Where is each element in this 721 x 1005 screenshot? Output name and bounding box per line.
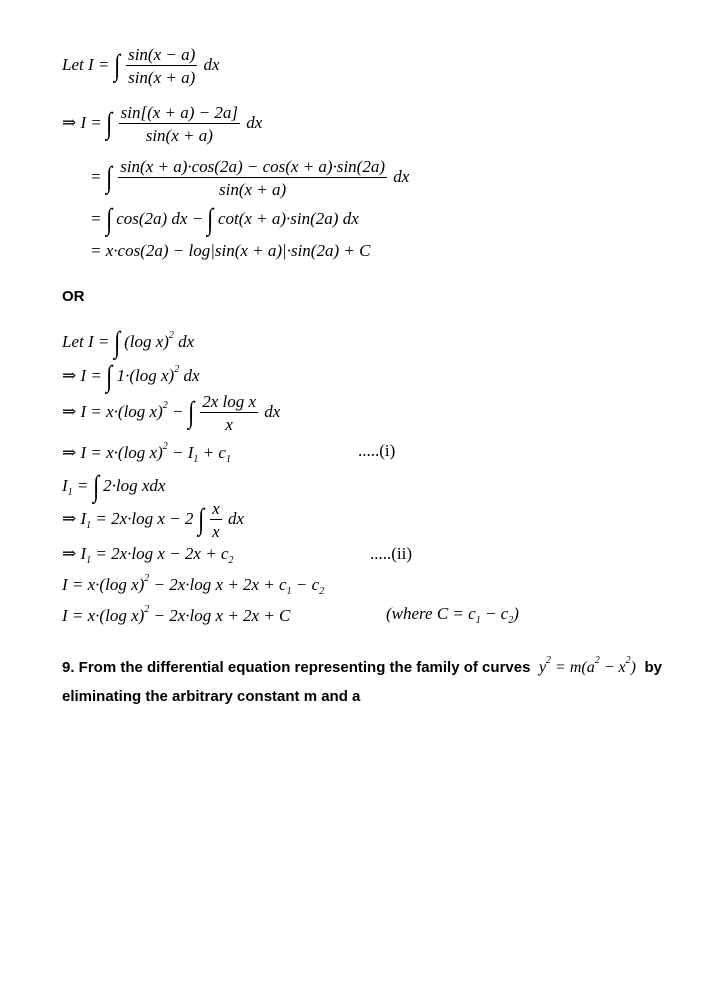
eq-line-7: ⇒ I = ∫ 1·(log x)$^2$ dx — [62, 360, 200, 393]
integral-sign: ∫ — [92, 470, 99, 503]
integral-sign: ∫ — [113, 49, 120, 82]
integral-sign: ∫ — [113, 326, 120, 359]
eq-line-10: $I_1$ = ∫ 2·log xdx — [62, 470, 166, 503]
integral-sign: ∫ — [106, 360, 113, 393]
eq-line-8: ⇒ I = x·(log x)$^2$ − ∫ $\frac{\text{2x log x}}{x}$ dx — [62, 392, 281, 434]
integral-sign: ∫ — [105, 203, 112, 236]
eq-line-6: Let I = ∫ (log x)$^2$ dx — [62, 326, 195, 359]
eq-line-11: ⇒ $I_1 = 2x\cdot\log$ x − 2 ∫ $\frac{x}{x}$ dx — [62, 499, 244, 541]
fraction: $\frac{\text{2x log x}}{x}$ — [202, 392, 257, 434]
question-9 — [62, 646, 662, 711]
question-line-2: eliminating the arbitrary constant m and a — [62, 688, 361, 705]
eq-line-1: Let I = ∫ $\frac{\sin(x - a)}{\sin(x + a)}$ dx — [62, 45, 220, 87]
question-line-1: 9. From the differential equation representing the family of curves $y^2 = m(a^2 - x^2)$ by — [62, 646, 662, 682]
integral-sign: ∫ — [197, 503, 204, 536]
fraction: $\frac{\sin[(x + a) - 2a]}{\sin(x + a)}$ — [120, 103, 238, 145]
fraction: $\frac{x}{x}$ — [212, 499, 220, 541]
eq-line-13: I = x·(log x)$^2$ − 2x·log $x + 2x + c_1 - c_2$ — [62, 573, 325, 597]
eq-line-12: ⇒ $I_1 = 2x\cdot\log$ $x - 2x + c_2$ — [62, 544, 234, 566]
integral-sign: ∫ — [106, 107, 113, 140]
question-equation: $y^2 = m(a^2 - x^2)$ — [538, 655, 636, 676]
equation-tag: .....(ii) — [370, 544, 413, 563]
eq-line-4: = ∫ cos(2a) dx − ∫ cot(x + a)·sin(2a) dx — [90, 203, 359, 236]
eq-line-3: = ∫ $\frac{\sin(x + a)\cdot\cos(2a) - \cos(x + a)\cdot\sin(2a)}{\sin(x + a)}$ dx — [90, 157, 410, 199]
integral-sign: ∫ — [105, 161, 112, 194]
equation-tag: .....(i) — [358, 441, 396, 460]
integral-sign: ∫ — [187, 396, 194, 429]
eq-line-14: I = x·(log x)$^2$ − 2x·log x + 2x + C — [62, 604, 291, 625]
equation-tag: (where $C = c_1 - c_2$) — [386, 604, 519, 626]
integral-sign: ∫ — [207, 203, 214, 236]
fraction: $\frac{\sin(x + a)\cdot\cos(2a) - \cos(x + a)\cdot\sin(2a)}{\sin(x + a)}$ — [120, 157, 385, 199]
or-separator: OR — [62, 288, 85, 305]
eq-line-5: = x·cos(2a) − log|sin(x + a)|·sin(2a) + C — [90, 241, 371, 260]
fraction: $\frac{\sin(x - a)}{\sin(x + a)}$ — [128, 45, 196, 87]
eq-line-2: ⇒ I = ∫ $\frac{\sin[(x + a) - 2a]}{\sin(x + a)}$ dx — [62, 103, 263, 145]
eq-line-9: ⇒ I = x·(log $x)^2 - I_1 + c_1$ — [62, 441, 231, 465]
